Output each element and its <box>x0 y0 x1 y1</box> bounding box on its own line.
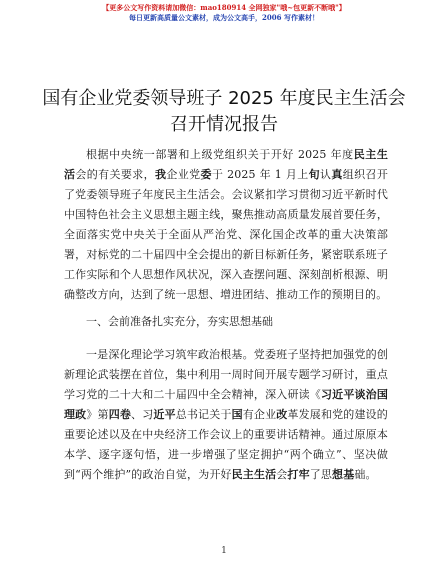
section-1-body <box>64 345 388 485</box>
text-run: 会的有关要求， <box>75 168 155 181</box>
section-1-paragraph <box>64 345 388 485</box>
text-run: 组织召开了党委领导班子年度民主生活会。会议紧扣学习贯彻习近平新时代中国特色社会主义思想主题主线，聚焦推动高质量发展首要任务，全面落实党中央关于全面从严治党、深化国企改革的重大决策部署，对标党的二十届四中全会提出的新目标新任务，紧密联系班子工作实际和个人思想作风状况，深入查摆问题、深刻剖析根源、明确整改方向，达到了统一思想、增进团结、推动工作的预期目的。 <box>64 168 388 301</box>
text-run: 企业党 <box>166 168 201 181</box>
document-title: 国有企业党委领导班子 2025 年度民主生活会召开情况报告 <box>42 88 406 135</box>
text-run: 认 <box>319 168 332 181</box>
text-run: 有企业 <box>242 408 277 421</box>
text-run: 础。 <box>354 468 377 481</box>
bold-text-run: 真 <box>331 168 343 181</box>
bold-text-run: 改 <box>276 408 288 421</box>
text-run: 》第 <box>86 408 109 421</box>
bold-text-run: 想基 <box>332 468 355 481</box>
text-run: 总书记关于 <box>175 408 232 421</box>
promo-banner-line2: 每日更新高质量公文素材，成为公文高手，2006 写作素材！ <box>129 13 319 22</box>
bold-text-run: 近平 <box>153 408 176 421</box>
text-run: 革发展和党的建设的重要论述以及在中央经济工作会议上的重要讲话精神。通过原原本本学、逐字逐句悟，进一步增强了坚定拥护“两个确立”、坚决做到“两个维护”的政治自觉，为开好 <box>64 408 388 481</box>
bold-text-run: 民主生活 <box>231 468 277 481</box>
intro-paragraph <box>64 145 388 305</box>
text-run: 于 2025 年 1 月上 <box>211 168 309 181</box>
promo-banner-line1: 【更多公文写作资料请加微信：mao180914 全网独家"哦~包更新不断哦"】 <box>102 3 346 12</box>
text-run: 根据中央统一部署和上级党组织关于开好 2025 年度 <box>86 148 354 161</box>
document-body <box>64 145 388 305</box>
text-run: 会 <box>276 468 288 481</box>
page-number: 1 <box>221 546 227 556</box>
bold-text-run: 旬 <box>308 168 320 181</box>
bold-text-run: 民主生活 <box>64 148 389 181</box>
section-1 <box>64 312 388 332</box>
text-run: 、习 <box>131 408 154 421</box>
bold-text-run: 我 <box>154 168 167 181</box>
bold-text-run: 委 <box>200 168 212 181</box>
text-run: 了思 <box>309 468 333 481</box>
text-run: 一是深化理论学习筑牢政治根基。党委班子坚持把加强党的创新理论武装摆在首位，集中利用一周时间开展专题学习研讨，重点学习党的二十大和二十届四中全会精神，深入研读《 <box>64 348 388 401</box>
bold-text-run: 打牢 <box>287 468 310 481</box>
bold-text-run: 习近平谈治国理政 <box>64 388 388 421</box>
bold-text-run: 四卷 <box>108 408 132 421</box>
section-1-heading: 一、会前准备扎实充分，夯实思想基础 <box>86 315 273 328</box>
bold-text-run: 国 <box>231 408 243 421</box>
